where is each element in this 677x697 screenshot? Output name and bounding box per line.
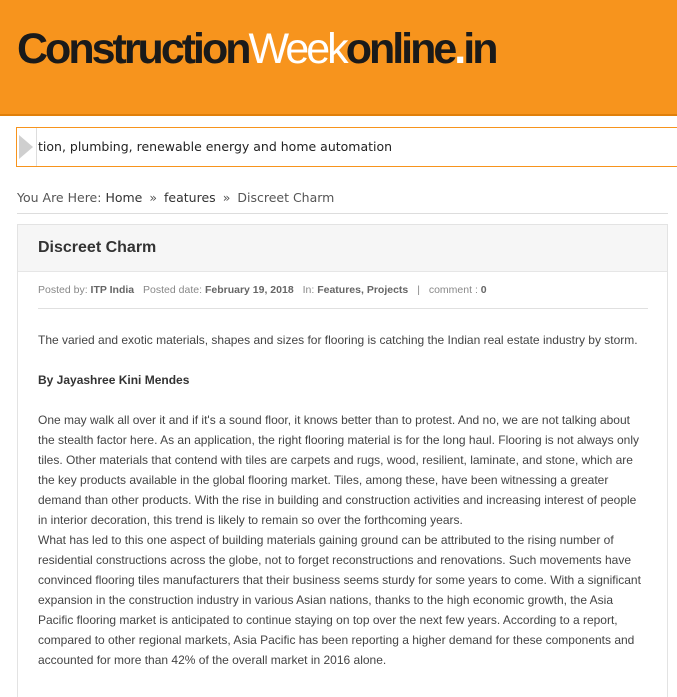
meta-category-projects[interactable]: Projects [366, 284, 409, 296]
breadcrumb [17, 190, 667, 214]
logo-dot: . [454, 25, 464, 73]
article-paragraph-2: What has led to this one aspect of building materials gaining ground can be attributed to the rising number of residential constructions across the globe, not to forget reconstructions and renovations. Such movements have convinced flooring tiles manufacturers that their business seems sturdy for some years to come. With a significant expansion in the construction industry in various Asian nations, thanks to the high economic growth, the Asia Pacific flooring market is anticipated to continue staying on top over the next few years. According to a report, compared to other regional markets, Asia Pacific has been reporting a higher demand for these components and accounted for more than 42% of the overall market in 2016 alone. [38, 533, 641, 667]
news-ticker [16, 127, 677, 167]
article-byline: By Jayashree Kini Mendes [38, 373, 190, 387]
meta-comment-count[interactable]: 0 [480, 284, 487, 296]
logo-online: online [345, 25, 455, 73]
article-body [38, 330, 648, 670]
logo-in: in [463, 25, 496, 73]
article-card [17, 224, 668, 697]
article-title: Discreet Charm [38, 239, 157, 256]
meta-divider: | [417, 284, 420, 296]
meta-comment-label[interactable]: comment : [428, 284, 478, 296]
article-meta [38, 284, 648, 296]
breadcrumb-current: Discreet Charm [237, 190, 335, 205]
meta-posted-by-label: Posted by: [38, 284, 88, 296]
play-arrow-icon[interactable] [17, 128, 37, 166]
site-header [0, 0, 677, 116]
breadcrumb-prefix: You Are Here: [17, 190, 102, 205]
breadcrumb-separator: » [149, 190, 158, 205]
breadcrumb-separator: » [222, 190, 231, 205]
meta-author-link[interactable]: ITP India [90, 284, 135, 296]
meta-category-features[interactable]: Features [317, 284, 361, 296]
logo-construction: Construction [17, 25, 249, 73]
site-logo[interactable] [17, 24, 495, 74]
breadcrumb-home[interactable]: Home [105, 190, 143, 205]
meta-date-label: Posted date: [143, 284, 203, 296]
article-paragraph-1: One may walk all over it and if it's a sound floor, it knows better than to protest. And no, we are not talking about the stealth factor here. As an application, the right flooring material is for the long haul. Flooring is not always only tiles. Other materials that contend with tiles are carpets and rugs, wood, resilient, laminate, and stone, which are the key products available in the global flooring market. Tiles, among these, have been witnessing a greater demand than other products. With the rise in building and construction activities and increasing interest of people in interior decoration, this trend is likely to remain so over the forthcoming years. [38, 413, 639, 527]
article-intro: The varied and exotic materials, shapes and sizes for flooring is catching the Indian real estate industry by storm. [38, 333, 638, 347]
meta-date: February 19, 2018 [204, 284, 294, 296]
breadcrumb-features[interactable]: features [164, 190, 216, 205]
logo-week: Week [248, 25, 346, 73]
ticker-text[interactable]: tion, plumbing, renewable energy and home automation [38, 139, 393, 154]
meta-divider-line [38, 308, 648, 309]
meta-in-label: In: [302, 284, 315, 296]
breadcrumb-divider [17, 213, 668, 214]
meta-category-separator: , [360, 284, 364, 296]
